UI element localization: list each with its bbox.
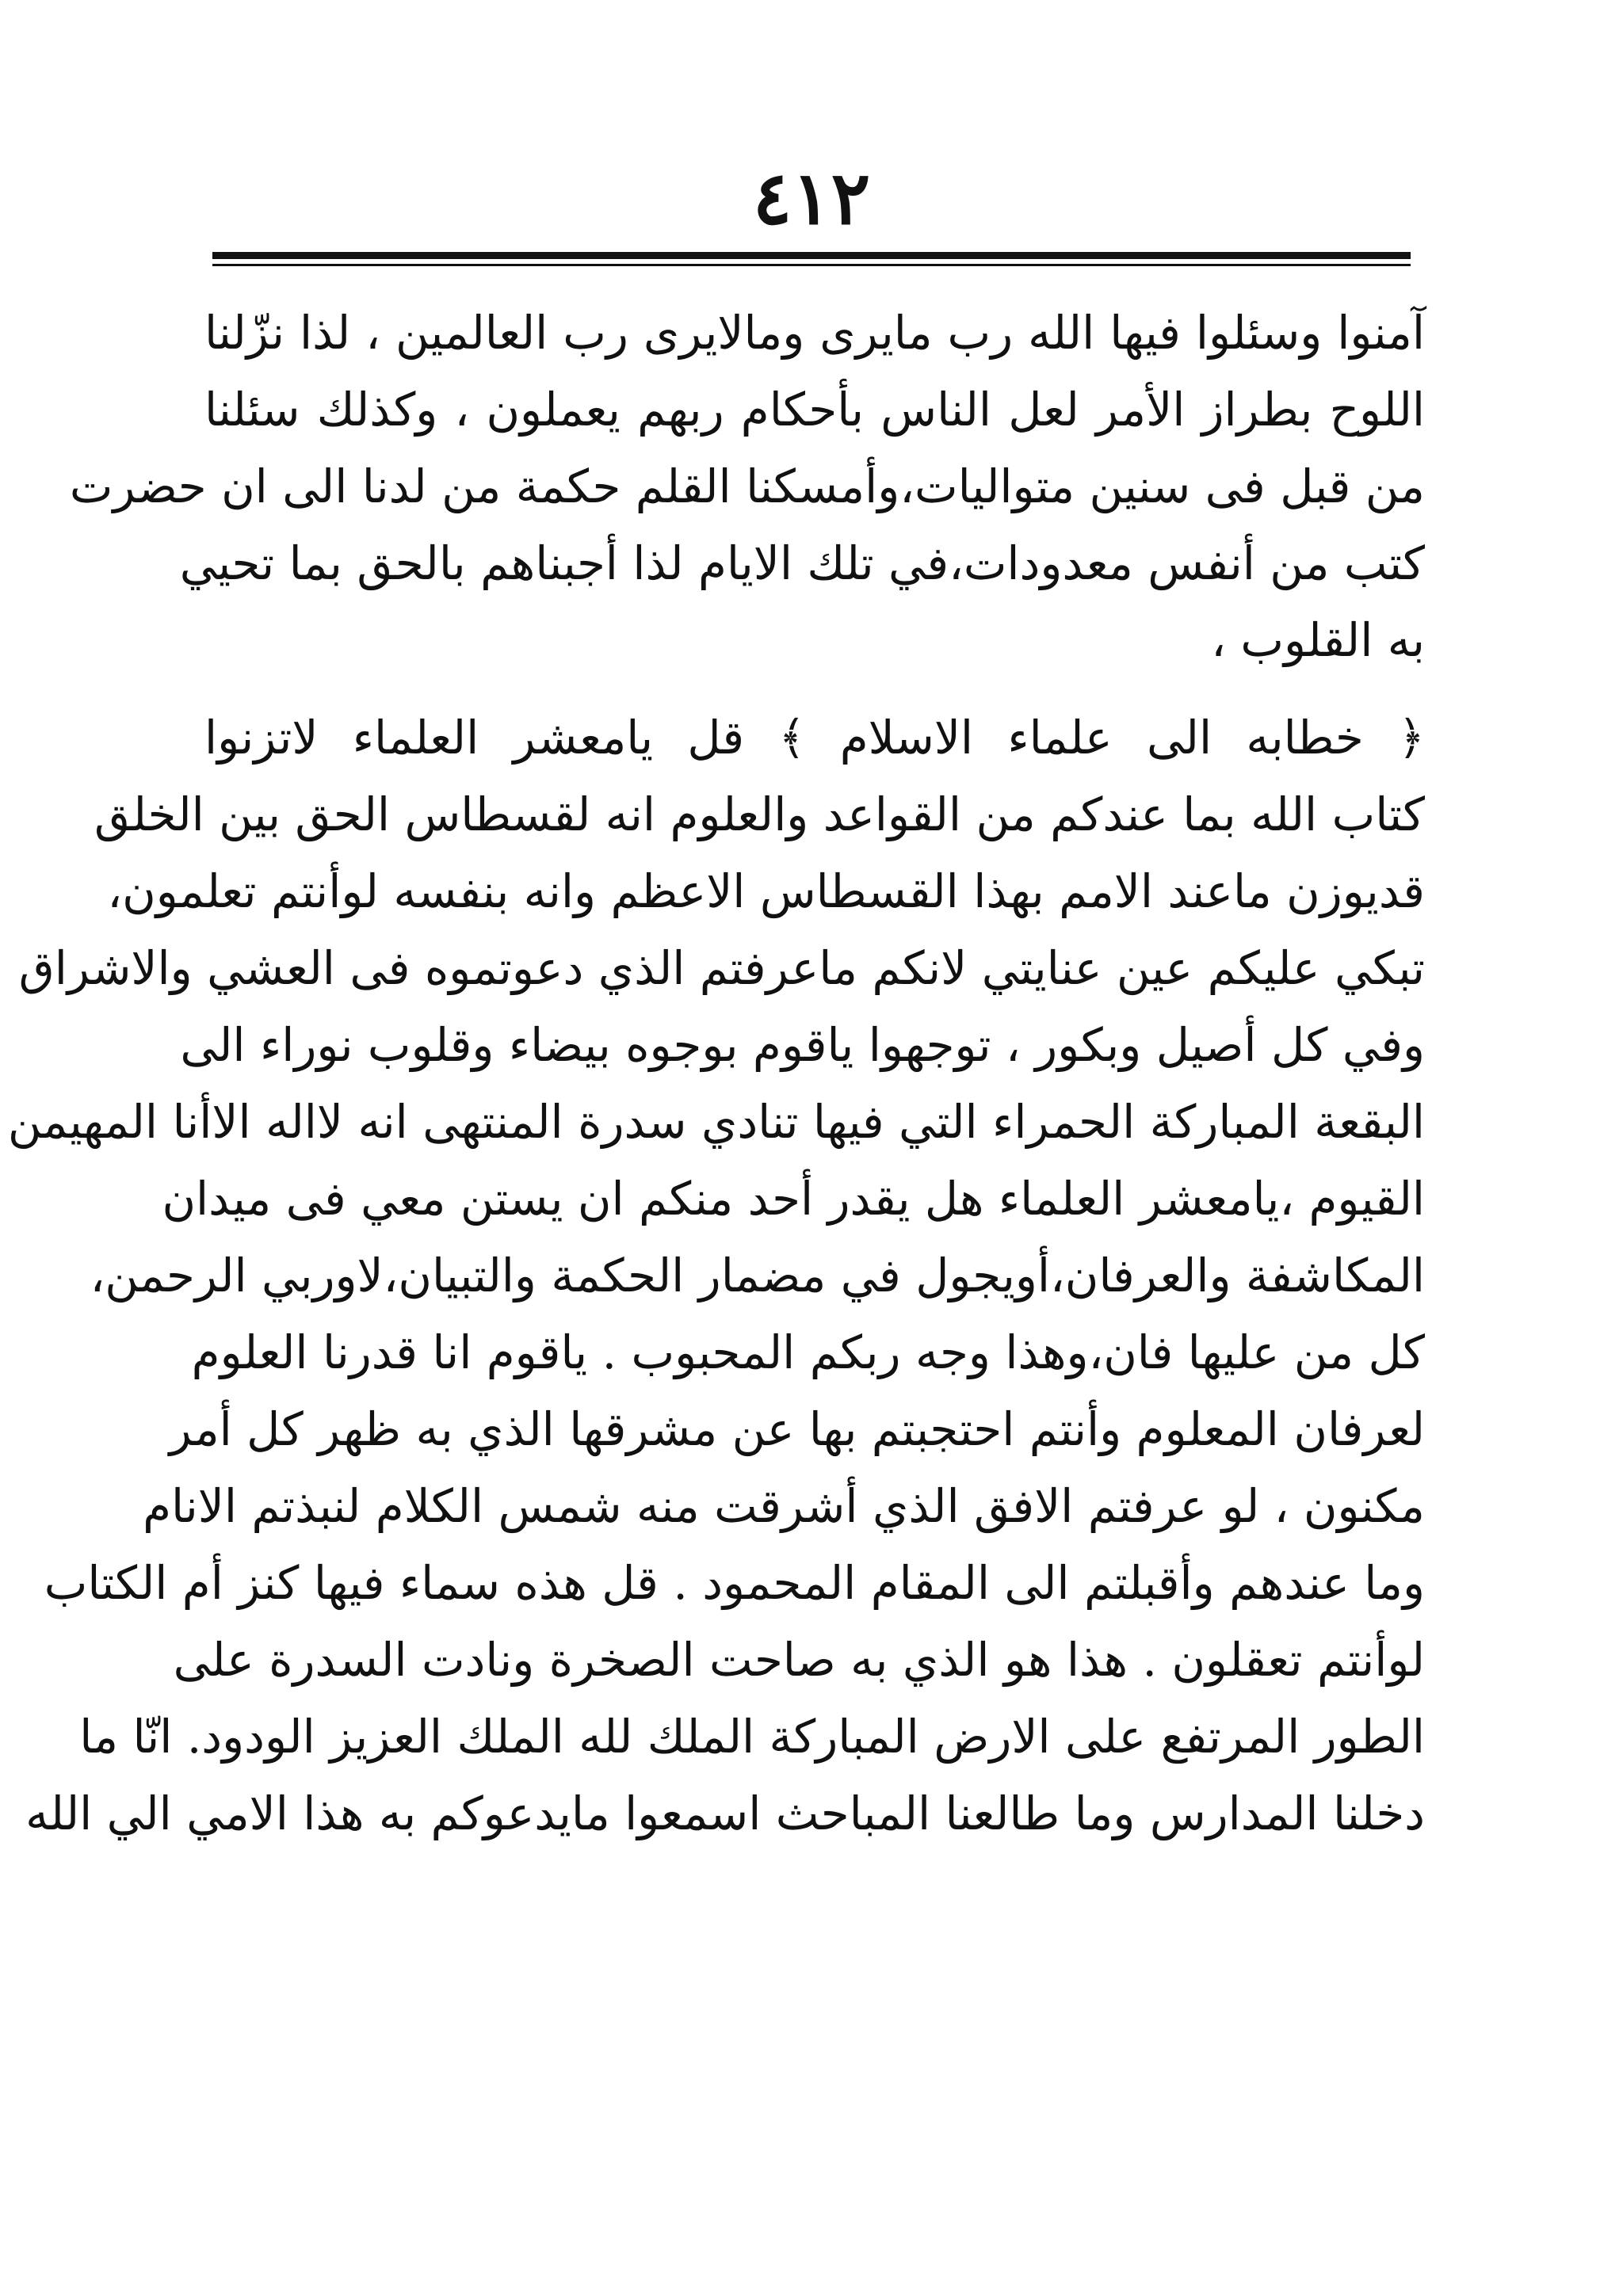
page-text (7, 295, 1426, 1852)
text-line: الطور المرتفع على الارض المباركة الملك لله الملك العزيز الودود. انّا ما (79, 1710, 1425, 1764)
paragraph-1 (69, 295, 1425, 679)
text-line: دخلنا المدارس وما طالعنا المباحث اسمعوا مايدعوكم به هذا الامي الي الله (25, 1787, 1425, 1840)
text-line: وفي كل أصيل وبكور ، توجهوا ياقوم بوجوه بيضاء وقلوب نوراء الى (180, 1018, 1425, 1072)
paragraph-gap (204, 679, 1425, 700)
text-line: لوأنتم تعقلون . هذا هو الذي به صاحت الصخرة ونادت السدرة على (173, 1633, 1425, 1687)
text-line: المكاشفة والعرفان،أويجول في مضمار الحكمة والتبيان،لاوربي الرحمن، (90, 1249, 1425, 1302)
text-line: كتب من أنفس معدودات،في تلك الايام لذا أجبناهم بالحق بما تحيي (179, 536, 1425, 590)
header-rule-thin (212, 264, 1411, 266)
header-rule-thick (212, 252, 1411, 259)
text-line: كل من عليها فان،وهذا وجه ربكم المحبوب . ياقوم انا قدرنا العلوم (191, 1325, 1425, 1379)
text-line: قديوزن ماعند الامم بهذا القسطاس الاعظم وانه بنفسه لوأنتم تعلمون، (107, 864, 1425, 918)
text-line: من قبل فى سنين متواليات،وأمسكنا القلم حكمة من لدنا الى ان حضرت (69, 460, 1425, 513)
page-number: ٤١٢ (752, 155, 871, 241)
text-line: وما عندهم وأقبلتم الى المقام المحمود . قل هذه سماء فيها كنز أم الكتاب (44, 1556, 1425, 1610)
text-line: كتاب الله بما عندكم من القواعد والعلوم انه لقسطاس الحق بين الخلق (94, 788, 1425, 841)
heading-line-rest: قل يامعشر العلماء لاتزنوا (204, 711, 745, 765)
text-line: تبكي عليكم عين عنايتي لانكم ماعرفتم الذي دعوتموه فى العشي والاشراق (18, 941, 1425, 995)
text-line: البقعة المباركة الحمراء التي فيها تنادي سدرة المنتهى انه لااله الاأنا المهيمن (7, 1095, 1425, 1149)
text-line: اللوح بطراز الأمر لعل الناس بأحكام ربهم يعملون ، وكذلك سئلنا (204, 383, 1425, 437)
section-heading: ﴿ خطابه الى علماء الاسلام ﴾ (778, 711, 1426, 765)
text-line: به القلوب ، (1211, 613, 1425, 667)
section-heading-line (204, 700, 1425, 776)
paragraph-2 (7, 700, 1426, 1852)
text-line: آمنوا وسئلوا فيها الله رب مايرى ومالايرى رب العالمين ، لذا نزّلنا (204, 306, 1425, 360)
text-line: القيوم ،يامعشر العلماء هل يقدر أحد منكم ان يستن معي فى ميدان (162, 1172, 1425, 1226)
text-line: لعرفان المعلوم وأنتم احتجبتم بها عن مشرقها الذي به ظهر كل أمر (169, 1402, 1425, 1456)
text-line: مكنون ، لو عرفتم الافق الذي أشرقت منه شمس الكلام لنبذتم الانام (143, 1479, 1425, 1533)
